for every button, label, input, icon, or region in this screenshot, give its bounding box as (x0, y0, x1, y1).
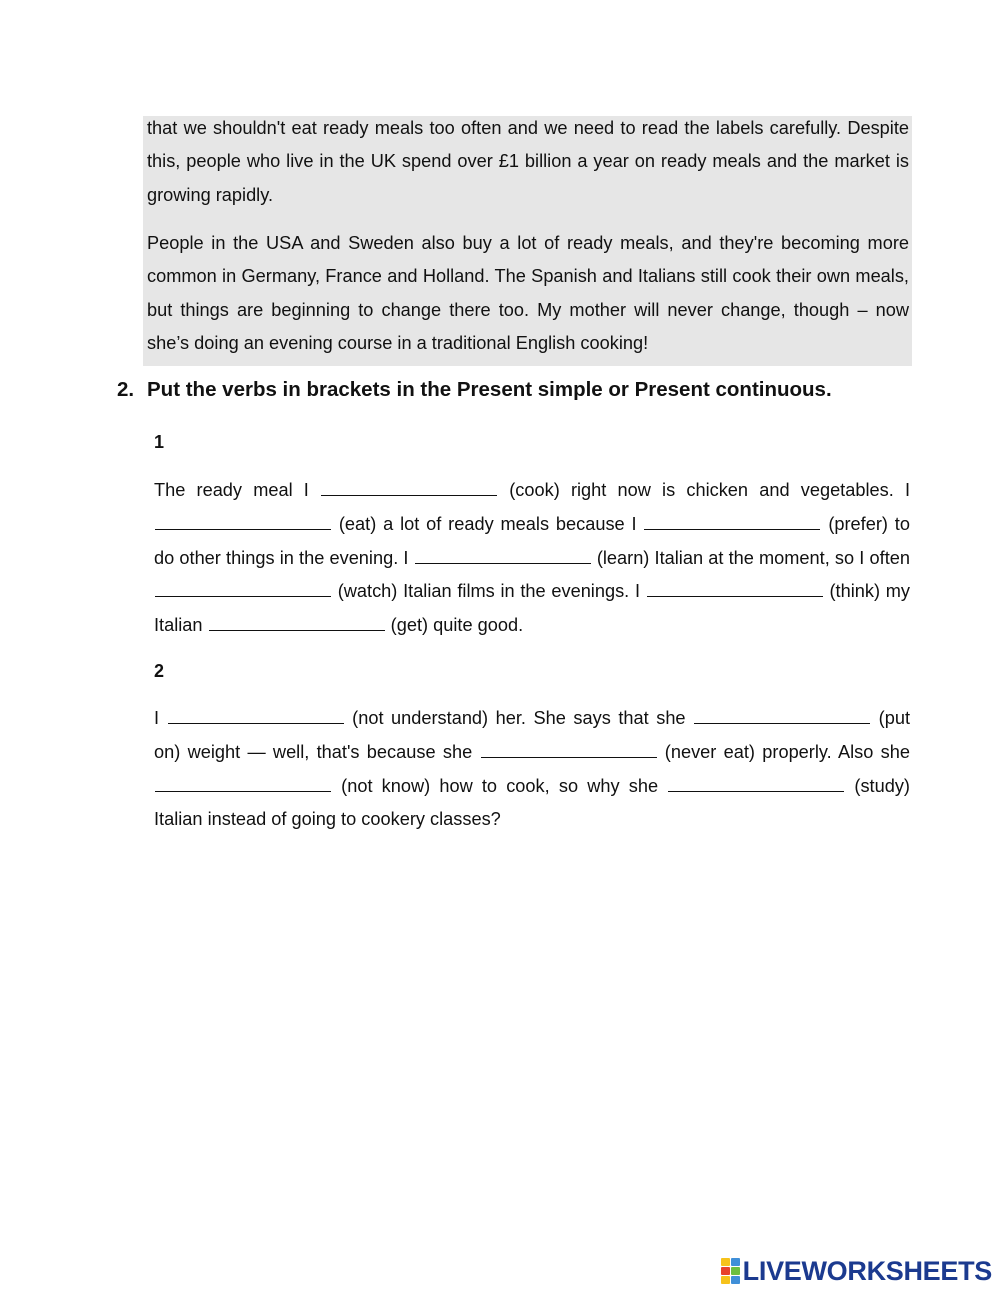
text-segment: (think) my Italian (154, 581, 910, 636)
section-1-label: 1 (154, 432, 165, 452)
answer-blank[interactable] (644, 514, 820, 530)
reading-paragraph-2: People in the USA and Sweden also buy a lot of ready meals, and they're becoming more common in Germany, France and Holland. The Spanish and Italians still cook their own meals, but things are beginning to change there too. My mother will never change, though – now she’s doing an evening course in a traditional English cooking! (147, 233, 909, 354)
answer-blank[interactable] (694, 708, 870, 724)
text-segment: (not understand) her. She says that she (352, 708, 686, 728)
answer-blank[interactable] (321, 480, 497, 496)
text-segment: (put on) weight — well, that's because she (154, 708, 910, 762)
exercise-instruction: Put the verbs in brackets in the Present simple or Present continuous. (147, 378, 832, 401)
answer-blank[interactable] (155, 581, 331, 597)
text-segment: (get) quite good. (390, 615, 524, 636)
text-segment: (cook) right now is chicken and vegetables. I (509, 480, 910, 500)
section-2-text (154, 702, 910, 837)
exercise-number: 2. (117, 378, 135, 401)
answer-blank[interactable] (481, 742, 657, 758)
answer-blank[interactable] (647, 581, 823, 597)
answer-blank[interactable] (168, 708, 344, 724)
text-segment: (learn) Italian at the moment, so I often (596, 547, 910, 568)
text-segment: I (154, 708, 160, 728)
section-1-text (154, 474, 910, 643)
reading-paragraph-1: that we shouldn't eat ready meals too often and we need to read the labels carefully. Despite this, people who live in the UK spend over £1 billion a year on ready meals and the market is growing rapidly. (147, 118, 909, 205)
brand-name: LIVEWORKSHEETS (742, 1255, 992, 1286)
text-segment: (watch) Italian films in the evenings. I (337, 581, 641, 602)
section-2-label: 2 (154, 661, 165, 681)
answer-blank[interactable] (415, 548, 591, 564)
text-segment: (not know) how to cook, so why she (341, 775, 659, 796)
answer-blank[interactable] (155, 776, 331, 792)
text-segment: (never eat) properly. Also she (664, 741, 910, 762)
text-segment: The ready meal I (154, 480, 309, 500)
text-segment: (prefer) to do other things in the evening. I (154, 513, 910, 568)
liveworksheets-brand (721, 1254, 992, 1288)
exercise-heading (117, 378, 917, 402)
text-segment: (study) Italian instead of going to cookery classes? (154, 775, 910, 830)
text-segment: (eat) a lot of ready meals because I (338, 513, 637, 534)
answer-blank[interactable] (209, 615, 385, 631)
answer-blank[interactable] (668, 776, 844, 792)
liveworksheets-logo-icon (721, 1258, 740, 1284)
answer-blank[interactable] (155, 514, 331, 530)
